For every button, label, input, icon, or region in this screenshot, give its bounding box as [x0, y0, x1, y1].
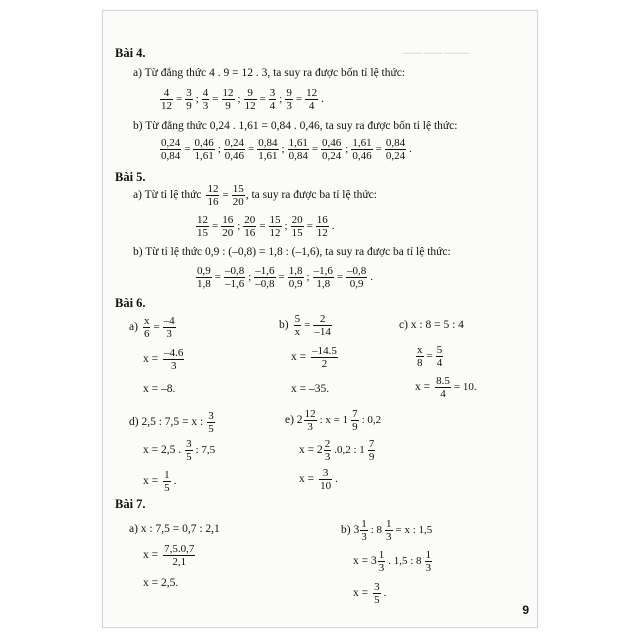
fraction: $\frac{7,5.0,7}{2,1}$ — [164, 543, 195, 568]
fraction: $\frac{12}{3}$ — [304, 408, 316, 433]
bai5-a-statement: a) Từ tỉ lệ thức $\frac{12}{16}$ = $\frac{15}{20}$ , ta suy ra được ba tỉ lệ thức: — [133, 183, 377, 208]
bai6-c-equation: c) x : 8 = 5 : 4 — [399, 319, 464, 331]
fraction: $\frac{16}{12}$ — [316, 214, 328, 239]
bai4-a-proportions: $\frac{4}{12}$ = $\frac{3}{9}$ ; $\frac{4}{3}$ = $\frac{12}{9}$ ; $\frac{9}{12}$ = $\frac{3}{4}$ ; $\frac{9}{3}$ = $\frac{12}{4}$ . — [161, 87, 324, 112]
bleed-through-text: ▁▁▁ ▁▁▁ ▁▁▁▁ — [403, 45, 469, 54]
fraction: $\frac{-0,8}{0,9}$ — [347, 265, 367, 290]
fraction: $\frac{1}{3}$ — [361, 518, 367, 543]
bai7-b-step: x = 3 $\frac{1}{3}$ . 1,5 : 8 $\frac{1}{3}$ — [353, 549, 432, 574]
bai6-d-equation: d) 2,5 : 7,5 = x : $\frac{3}{5}$ — [129, 410, 214, 435]
fraction: $\frac{-1,6}{-0,8}$ — [255, 265, 275, 290]
fraction: $\frac{3}{9}$ — [186, 87, 192, 112]
fraction: $\frac{12}{16}$ — [207, 183, 219, 208]
fraction: $\frac{8.5}{4}$ — [436, 375, 450, 400]
fraction: $\frac{12}{4}$ — [306, 87, 318, 112]
bai5-a-proportions: $\frac{12}{15}$ = $\frac{16}{20}$ ; $\frac{20}{16}$ = $\frac{15}{12}$ ; $\frac{20}{15}$ = $\frac{16}{12}$ . — [197, 214, 335, 239]
fraction: $\frac{0,84}{0,24}$ — [385, 137, 406, 162]
fraction: $\frac{16}{20}$ — [222, 214, 234, 239]
fraction: $\frac{5}{x}$ — [294, 313, 301, 338]
bai7-a-equation: a) x : 7,5 = 0,7 : 2,1 — [129, 523, 220, 535]
bai6-a-step: x = $\frac{-4.6}{3}$ — [143, 347, 184, 372]
fraction: $\frac{-4}{3}$ — [163, 315, 175, 340]
fraction: $\frac{x}{8}$ — [417, 344, 423, 369]
bai7-b-result: x = $\frac{3}{5}$ . — [353, 581, 387, 606]
fraction: $\frac{0,46}{1,61}$ — [194, 137, 214, 162]
bai7-title: Bài 7. — [115, 497, 146, 511]
bai6-e-equation: e) 2 $\frac{12}{3}$ : x = 1 $\frac{7}{9}$ : 0,2 — [285, 408, 382, 433]
fraction: $\frac{1}{3}$ — [425, 549, 432, 574]
fraction: $\frac{3}{4}$ — [269, 87, 276, 112]
fraction: $\frac{1,61}{0,46}$ — [352, 137, 372, 162]
fraction: $\frac{4}{12}$ — [161, 87, 172, 112]
fraction: $\frac{4}{3}$ — [202, 87, 209, 112]
fraction: $\frac{-4.6}{3}$ — [164, 347, 184, 372]
fraction: $\frac{1}{5}$ — [164, 469, 170, 494]
bai4-b-proportions: $\frac{0,24}{0,84}$ = $\frac{0,46}{1,61}$ ; $\frac{0,24}{0,46}$ = $\frac{0,84}{1,61}$ ; $\frac{1,61}{0,84}$ = $\frac{0,46}{0,24}$ ; $\frac{1,61}{0,46}$ = $\frac{0,84}{0,24}$ . — [161, 137, 412, 162]
bai5-title: Bài 5. — [115, 170, 146, 184]
fraction: $\frac{20}{15}$ — [291, 214, 303, 239]
page-number: 9 — [522, 603, 529, 617]
bai6-d-step: x = 2,5 . $\frac{3}{5}$ : 7,5 — [143, 438, 216, 463]
textbook-page — [102, 10, 538, 628]
fraction: $\frac{0,46}{0,24}$ — [322, 137, 342, 162]
bai7-b-equation: b) 3 $\frac{1}{3}$ : 8 $\frac{1}{3}$ = x : 1,5 — [341, 518, 433, 543]
fraction: $\frac{0,9}{1,8}$ — [197, 265, 211, 290]
bai4-title: Bài 4. — [115, 46, 146, 60]
bai6-d-result: x = $\frac{1}{5}$ . — [143, 469, 177, 494]
bai5-b-statement: b) Từ tỉ lệ thức 0,9 : (–0,8) = 1,8 : (–1,6), ta suy ra được ba tỉ lệ thức: — [133, 246, 451, 258]
bai6-a-result: x = –8. — [143, 383, 176, 395]
fraction: $\frac{9}{12}$ — [244, 87, 256, 112]
bai6-b-result: x = –35. — [291, 383, 330, 395]
fraction: $\frac{15}{12}$ — [269, 214, 281, 239]
fraction: $\frac{15}{20}$ — [232, 183, 244, 208]
bai4-a-statement: a) Từ đẳng thức 4 . 9 = 12 . 3, ta suy ra được bốn tỉ lệ thức: — [133, 67, 406, 79]
bai6-c-result: x = $\frac{8.5}{4}$ = 10. — [415, 375, 477, 400]
fraction: $\frac{1,8}{0,9}$ — [288, 265, 303, 290]
fraction: $\frac{3}{5}$ — [186, 438, 192, 463]
fraction: $\frac{-1,6}{1,8}$ — [313, 265, 333, 290]
bai6-e-result: x = $\frac{3}{10}$ . — [299, 467, 338, 492]
bai7-a-result: x = 2,5. — [143, 577, 179, 589]
bai7-a-step: x = $\frac{7,5.0,7}{2,1}$ — [143, 543, 195, 568]
bai5-b-proportions: $\frac{0,9}{1,8}$ = $\frac{-0,8}{-1,6}$ ; $\frac{-1,6}{-0,8}$ = $\frac{1,8}{0,9}$ ; $\frac{-1,6}{1,8}$ = $\frac{-0,8}{0,9}$ . — [197, 265, 374, 290]
fraction: $\frac{12}{9}$ — [222, 87, 234, 112]
fraction: $\frac{9}{3}$ — [286, 87, 292, 112]
bai6-c-step: $\frac{x}{8}$ = $\frac{5}{4}$ — [417, 344, 443, 369]
fraction: $\frac{1,61}{0,84}$ — [288, 137, 308, 162]
fraction: $\frac{2}{3}$ — [324, 438, 331, 463]
fraction: $\frac{7}{9}$ — [368, 438, 375, 463]
fraction: $\frac{1}{3}$ — [386, 518, 392, 543]
bai4-b-statement: b) Từ đẳng thức 0,24 . 1,61 = 0,84 . 0,46, ta suy ra được bốn tỉ lệ thức: — [133, 120, 458, 132]
bai6-a-equation: a) $\frac{x}{6}$ = $\frac{-4}{3}$ — [129, 315, 175, 340]
fraction: $\frac{12}{15}$ — [197, 214, 208, 239]
fraction: $\frac{7}{9}$ — [352, 408, 358, 433]
fraction: $\frac{-14.5}{2}$ — [312, 345, 337, 370]
fraction: $\frac{-0,8}{-1,6}$ — [224, 265, 245, 290]
bai6-title: Bài 6. — [115, 296, 146, 310]
fraction: $\frac{0,84}{1,61}$ — [258, 137, 278, 162]
fraction: $\frac{0,24}{0,84}$ — [161, 137, 181, 162]
fraction: $\frac{3}{5}$ — [208, 410, 214, 435]
fraction: $\frac{2}{-14}$ — [314, 313, 331, 338]
fraction: $\frac{3}{5}$ — [374, 581, 380, 606]
fraction: $\frac{5}{4}$ — [436, 344, 443, 369]
bai6-b-step: x = $\frac{-14.5}{2}$ — [291, 345, 337, 370]
fraction: $\frac{3}{10}$ — [320, 467, 332, 492]
fraction: $\frac{0,24}{0,46}$ — [224, 137, 245, 162]
fraction: $\frac{x}{6}$ — [143, 315, 150, 340]
fraction: $\frac{20}{16}$ — [244, 214, 256, 239]
fraction: $\frac{1}{3}$ — [378, 549, 385, 574]
bai6-b-equation: b) $\frac{5}{x}$ = $\frac{2}{-14}$ — [279, 313, 331, 338]
bai6-e-step: x = 2 $\frac{2}{3}$ .0,2 : 1 $\frac{7}{9}$ — [299, 438, 375, 463]
